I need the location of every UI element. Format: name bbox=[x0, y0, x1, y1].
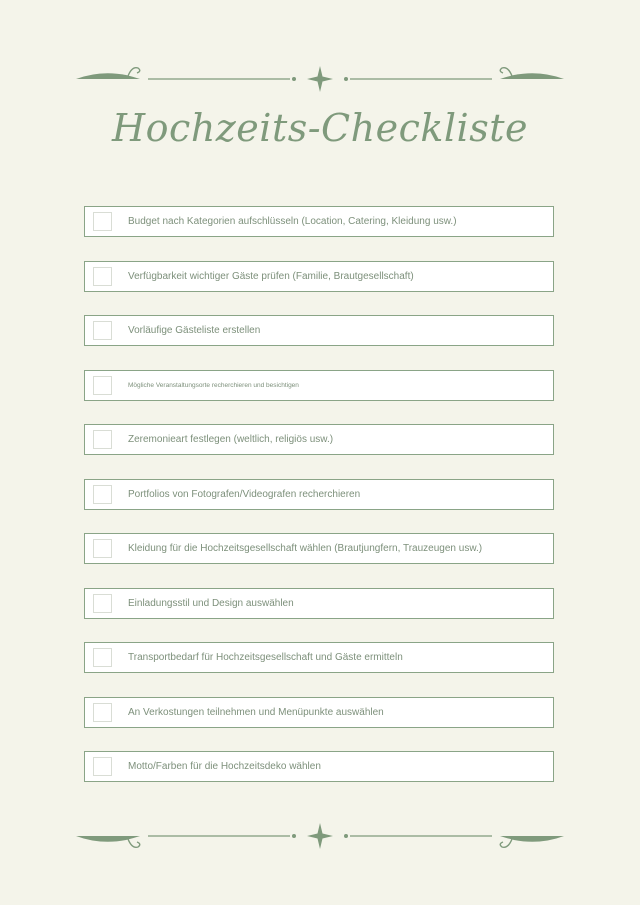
checklist-item-label: An Verkostungen teilnehmen und Menüpunkte auswählen bbox=[128, 707, 384, 718]
checkbox[interactable] bbox=[93, 376, 112, 395]
checkbox[interactable] bbox=[93, 267, 112, 286]
checkbox[interactable] bbox=[93, 430, 112, 449]
checklist-item-label: Portfolios von Fotografen/Videografen recherchieren bbox=[128, 489, 361, 500]
checklist-item-label: Mögliche Veranstaltungsorte recherchieren und besichtigen bbox=[128, 382, 299, 389]
checklist-item[interactable] bbox=[84, 588, 554, 619]
bottom-ornament bbox=[0, 817, 640, 857]
checkbox[interactable] bbox=[93, 648, 112, 667]
checklist-item-label: Verfügbarkeit wichtiger Gäste prüfen (Familie, Brautgesellschaft) bbox=[128, 271, 414, 282]
checklist-item[interactable] bbox=[84, 424, 554, 455]
checklist-item[interactable] bbox=[84, 261, 554, 292]
checkbox[interactable] bbox=[93, 485, 112, 504]
checklist-item[interactable] bbox=[84, 697, 554, 728]
checklist-item-label: Einladungsstil und Design auswählen bbox=[128, 598, 294, 609]
checklist-item-label: Kleidung für die Hochzeitsgesellschaft wählen (Brautjungfern, Trauzeugen usw.) bbox=[128, 543, 483, 554]
checkbox[interactable] bbox=[93, 539, 112, 558]
page-title: Hochzeits-Checkliste bbox=[112, 106, 528, 150]
checklist-item[interactable] bbox=[84, 751, 554, 782]
checkbox[interactable] bbox=[93, 703, 112, 722]
checklist-item[interactable] bbox=[84, 479, 554, 510]
checklist-item-label: Transportbedarf für Hochzeitsgesellschaft und Gäste ermitteln bbox=[128, 652, 403, 663]
checklist-item[interactable] bbox=[84, 533, 554, 564]
checklist-item-label: Budget nach Kategorien aufschlüsseln (Location, Catering, Kleidung usw.) bbox=[128, 216, 457, 227]
checklist-item-label: Motto/Farben für die Hochzeitsdeko wählen bbox=[128, 761, 321, 772]
checklist-item-label: Zeremonieart festlegen (weltlich, religiös usw.) bbox=[128, 434, 334, 445]
checkbox[interactable] bbox=[93, 594, 112, 613]
top-ornament bbox=[0, 58, 640, 98]
checklist-item-label: Vorläufige Gästeliste erstellen bbox=[128, 325, 261, 336]
checklist-item[interactable] bbox=[84, 315, 554, 346]
checklist-item[interactable] bbox=[84, 642, 554, 673]
checkbox[interactable] bbox=[93, 321, 112, 340]
checklist-item[interactable] bbox=[84, 206, 554, 237]
checklist-item[interactable] bbox=[84, 370, 554, 401]
checkbox[interactable] bbox=[93, 212, 112, 231]
checkbox[interactable] bbox=[93, 757, 112, 776]
